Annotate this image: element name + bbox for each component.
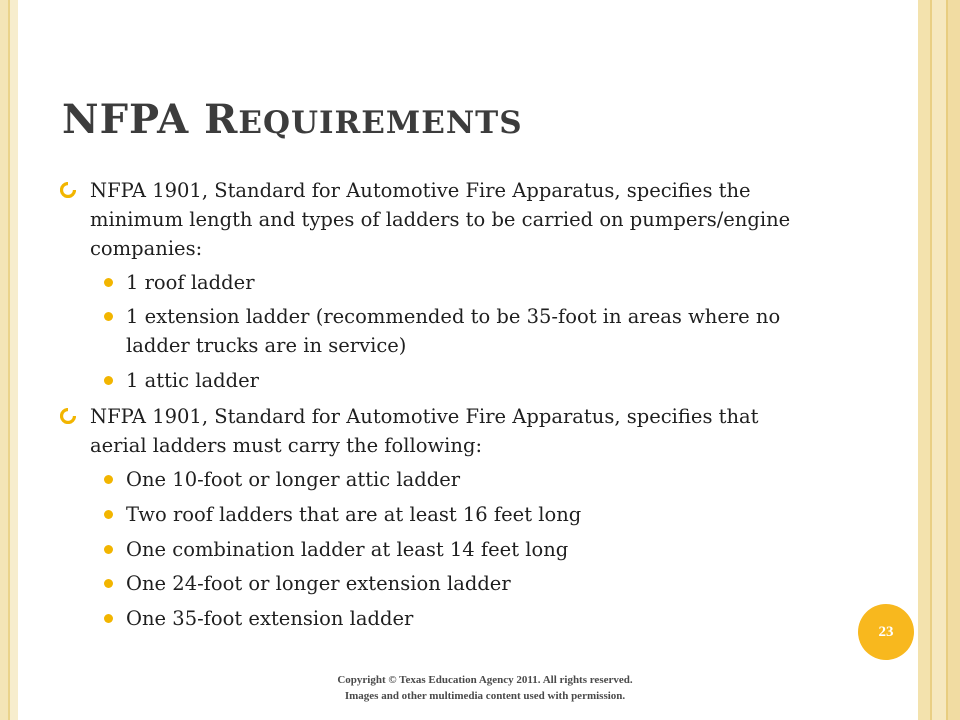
sub-bullet-text: One combination ladder at least 14 feet long	[126, 538, 569, 561]
sub-bullet-text: 1 attic ladder	[126, 369, 259, 392]
sub-bullet-2-4	[126, 569, 816, 598]
page-number-badge	[858, 604, 914, 660]
sub-bullet-2-2	[126, 500, 816, 529]
dot-bullet-icon	[104, 312, 113, 321]
bullet-item-1	[90, 176, 810, 263]
sub-bullet-1-1	[126, 268, 816, 297]
footer-line-2: Images and other multimedia content used with permission.	[344, 690, 626, 702]
sub-bullet-text: Two roof ladders that are at least 16 feet long	[126, 503, 582, 526]
sub-bullet-text: 1 extension ladder (recommended to be 35-foot in areas where no ladder trucks are in service)	[126, 305, 781, 357]
dot-bullet-icon	[104, 278, 113, 287]
ring-bullet-icon	[60, 408, 76, 424]
footer-line-1: Copyright © Texas Education Agency 2011. All rights reserved.	[337, 674, 633, 686]
page-number: 23	[878, 623, 894, 640]
bullet-text: NFPA 1901, Standard for Automotive Fire Apparatus, specifies that aerial ladders must carry the following:	[90, 405, 759, 457]
dot-bullet-icon	[104, 614, 113, 623]
bullet-item-2	[90, 402, 810, 460]
sub-bullet-2-5	[126, 604, 816, 633]
ring-bullet-icon	[60, 182, 76, 198]
dot-bullet-icon	[104, 545, 113, 554]
sub-bullet-text: One 35-foot extension ladder	[126, 607, 414, 630]
sub-bullet-text: One 24-foot or longer extension ladder	[126, 572, 511, 595]
dot-bullet-icon	[104, 579, 113, 588]
sub-bullet-1-3	[126, 366, 816, 395]
slide-title-first: NFPA R	[62, 96, 239, 143]
dot-bullet-icon	[104, 376, 113, 385]
slide-title-rest: EQUIREMENTS	[238, 105, 523, 141]
bullet-text: NFPA 1901, Standard for Automotive Fire Apparatus, specifies the minimum length and types of ladders to be carried on pumpers/engine companies:	[90, 179, 791, 260]
sub-bullet-2-1	[126, 465, 816, 494]
copyright-footer	[220, 672, 750, 704]
dot-bullet-icon	[104, 510, 113, 519]
dot-bullet-icon	[104, 475, 113, 484]
sub-bullet-1-2	[126, 302, 816, 360]
sub-bullet-text: 1 roof ladder	[126, 271, 255, 294]
sub-bullet-text: One 10-foot or longer attic ladder	[126, 468, 461, 491]
sub-bullet-2-3	[126, 535, 816, 564]
